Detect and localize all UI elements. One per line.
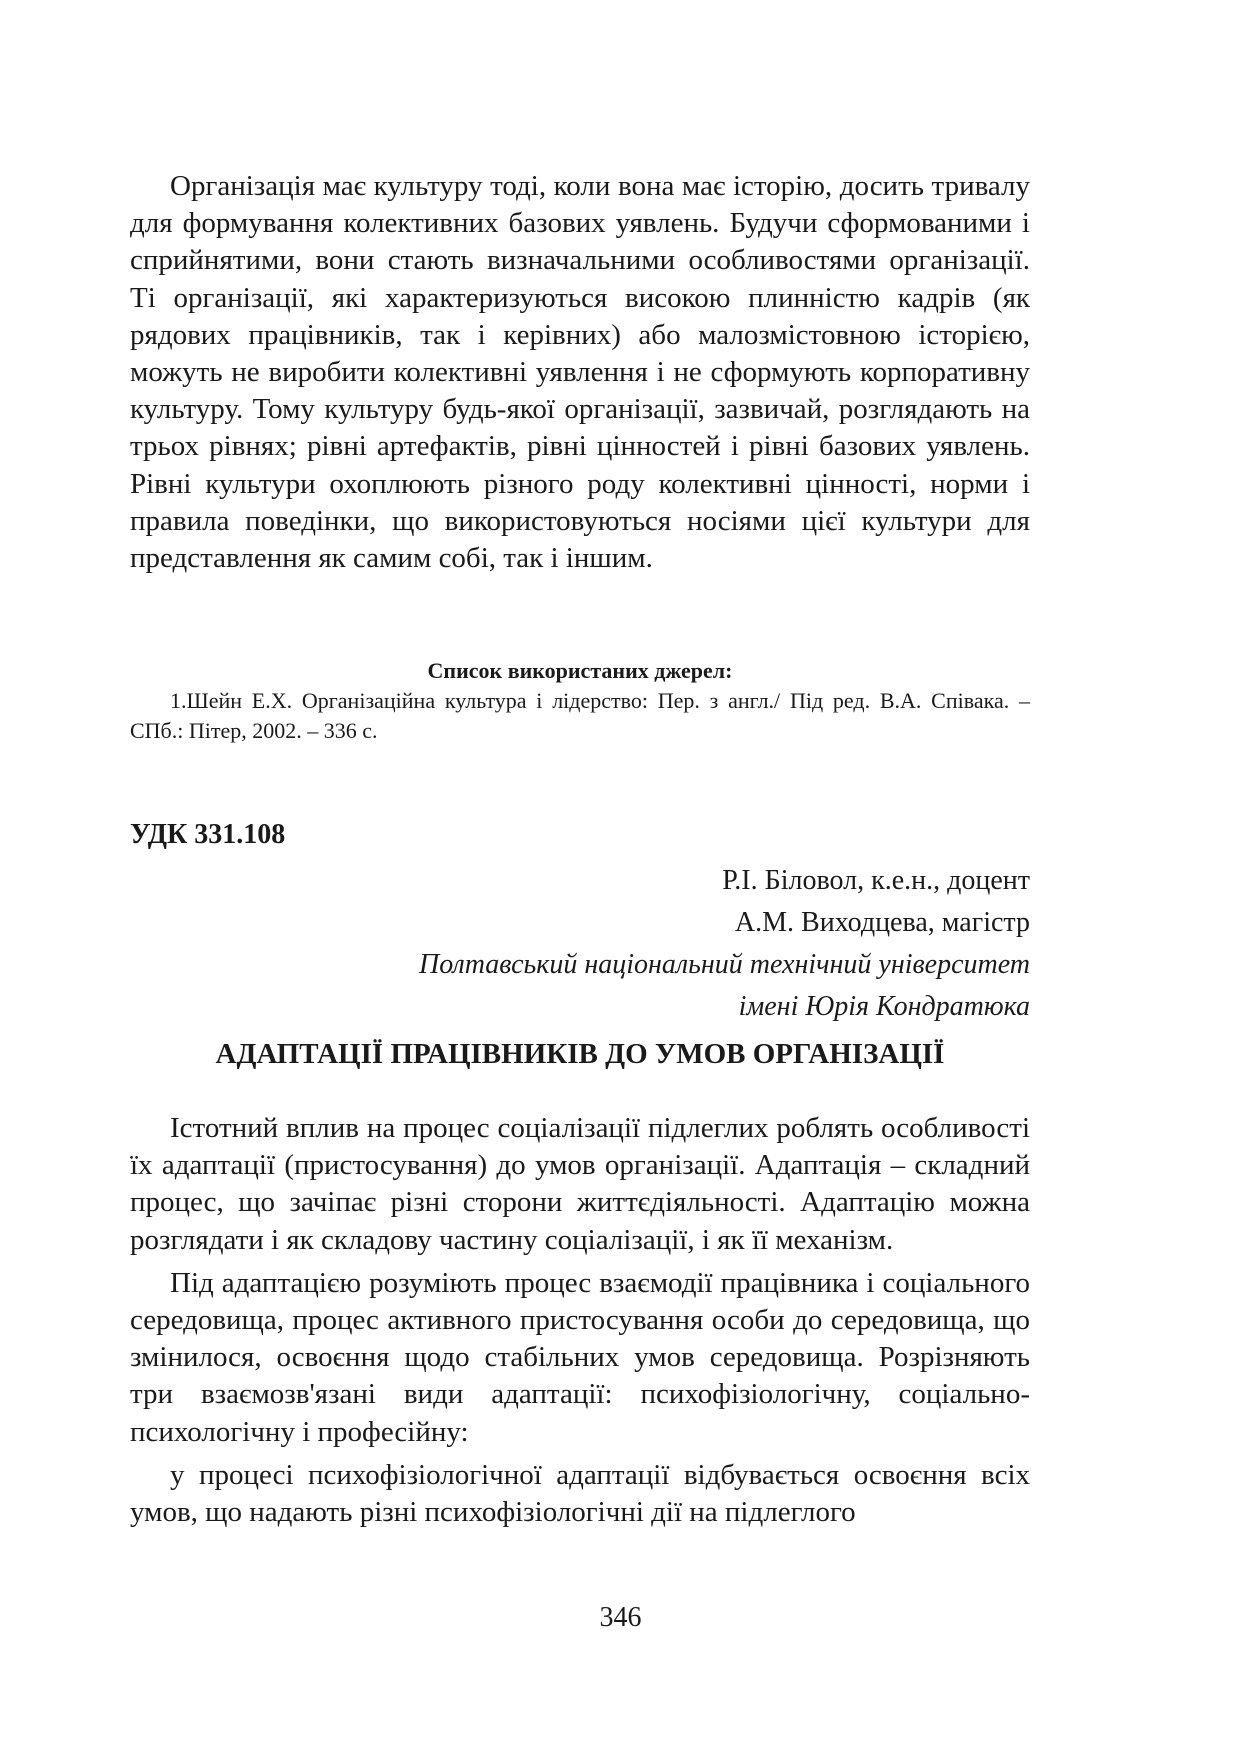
body-paragraph: Істотний вплив на процес соціалізації підлеглих роблять особливості їх адаптації (пристосування) до умов організації. Адаптація – складний процес, що зачіпає різні сторони життєдіяльності. Адаптацію можна розглядати і як складову частину соціалізації, і як її механізм. — [130, 1112, 1030, 1256]
body-paragraph: у процесі психофізіологічної адаптації відбувається освоєння всіх умов, що надають різні психофізіологічні дії на підлеглого — [130, 1458, 1030, 1529]
affiliation-line: Полтавський національний технічний університет — [419, 949, 1030, 980]
udc-code: УДК 331.108 — [130, 819, 286, 850]
affiliation-line: імені Юрія Кондратюка — [738, 991, 1030, 1022]
authors-block — [419, 860, 1030, 1028]
author-line: Р.І. Біловол, к.е.н., доцент — [722, 865, 1030, 896]
article-body — [130, 1110, 1030, 1537]
body-paragraph: Під адаптацією розуміють процес взаємодії працівника і соціального середовища, процес активного пристосування особи до середовища, що змінилося, освоєння щодо стабільних умов середовища. Розрізняють три взаємозв'язані види адаптації: психофізіологічну, соціально-психологічну і професійну: — [130, 1266, 1030, 1448]
references-title: Список використаних джерел: — [427, 658, 733, 683]
article-title: АДАПТАЦІЇ ПРАЦІВНИКІВ ДО УМОВ ОРГАНІЗАЦІЇ — [215, 1038, 945, 1070]
intro-paragraph: Організація має культуру тоді, коли вона має історію, досить тривалу для формування колективних базових уявлень. Будучи сформованими і сприйнятими, вони стають визначальними особливостями організації. Ті організації, які характеризуються високою плинністю кадрів (як рядових працівників, так і керівних) або малозмістовною історією, можуть не виробити колективні уявлення і не сформують корпоративну культуру. Тому культуру будь-якої організації, зазвичай, розглядають на трьох рівнях; рівні артефактів, рівні цінностей і рівні базових уявлень. Рівні культури охоплюють різного роду колективні цінності, норми і правила поведінки, що використовуються носіями цієї культури для представлення як самим собі, так і іншим. — [130, 170, 1030, 575]
author-line: А.М. Виходцева, магістр — [734, 907, 1030, 938]
reference-item: 1.Шейн Е.Х. Організаційна культура і лідерство: Пер. з англ./ Під ред. В.А. Співака. – СПб.: Пітер, 2002. – 336 с. — [130, 688, 1030, 743]
intro-paragraph-block — [130, 168, 1030, 577]
page-number: 346 — [599, 1602, 642, 1633]
references-section — [130, 656, 1030, 746]
